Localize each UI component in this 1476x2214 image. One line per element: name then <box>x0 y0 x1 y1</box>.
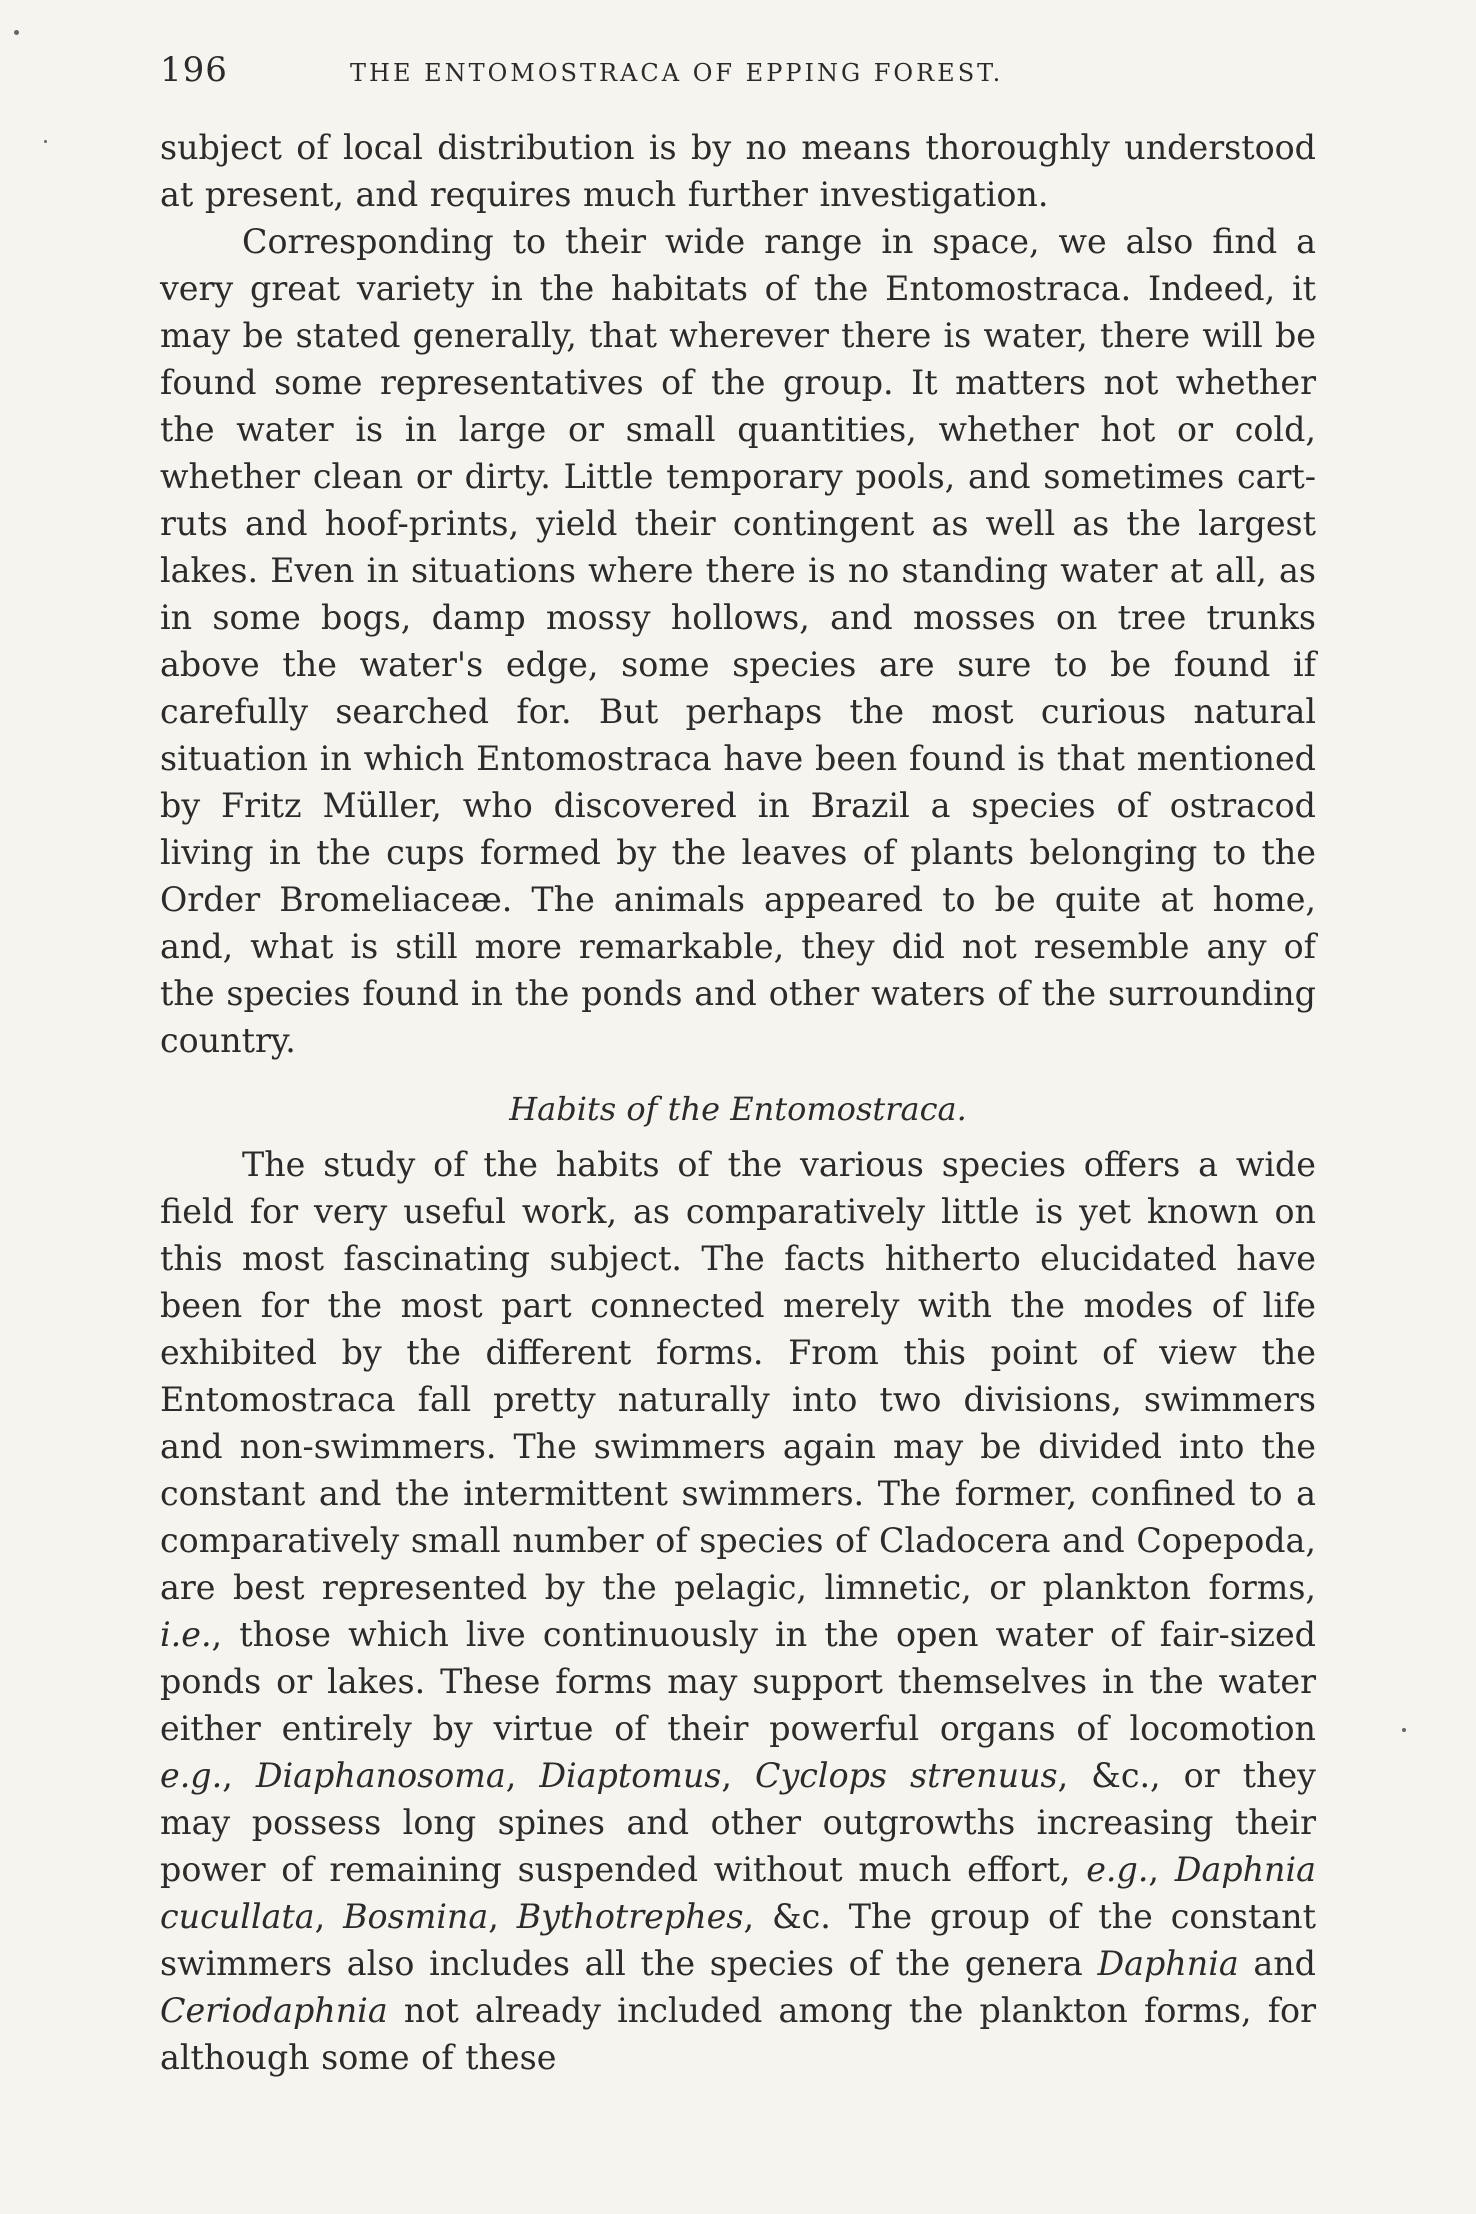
body-text <box>160 124 1316 1064</box>
paragraph <box>160 218 1316 1064</box>
text-run: , &c., or they may possess long spines and other outgrowths increasing their power of remaining suspended without much effort, <box>160 1756 1316 1889</box>
page-header <box>160 50 1316 92</box>
italic-text: Bosmina <box>343 1897 489 1936</box>
text-run: , those which live continuously in the open water of fair-sized ponds or lakes. These forms may support themselves in the water either entirely by virtue of their powerful organs of locomotion <box>160 1615 1316 1748</box>
text-run: , <box>314 1897 344 1936</box>
text-run: , &c. The group of the constant swimmers also includes all the species of the genera <box>160 1897 1317 1983</box>
paragraph <box>160 1141 1316 2081</box>
scan-speck <box>44 140 47 143</box>
scan-speck <box>14 30 19 35</box>
text-run: , <box>505 1756 540 1795</box>
section-body-text <box>160 1141 1316 2081</box>
section-heading: Habits of the Entomostraca. <box>509 1090 967 1128</box>
text-run: Corresponding to their wide range in space, we also find a very great variety in the habitats of the Entomostraca. Indeed, it may be stated generally, that wherever there is water, there will be found some representatives of the group. It matters not whether the water is in large or small quantities, whether hot or cold, whether clean or dirty. Little temporary pools, and sometimes cart-ruts and hoof-prints, yield their contingent as well as the largest lakes. Even in situations where there is no standing water at all, as in some bogs, damp mossy hollows, and mosses on tree trunks above the water's edge, some species are sure to be found if carefully searched for. But perhaps the most curious natural situation in which Entomostraca have been found is that mentioned by Fritz Müller, who discovered in Brazil a species of ostracod living in the cups formed by the leaves of plants belonging to the Order Bromeliaceæ. The animals appeared to be quite at home, and, what is still more remarkable, they did not resemble any of the species found in the ponds and other waters of the surrounding country. <box>160 222 1316 1060</box>
text-run: and <box>1238 1944 1316 1983</box>
italic-text: e.g. <box>1086 1850 1149 1889</box>
italic-text: Diaphanosoma <box>255 1756 506 1795</box>
text-run: , <box>488 1897 517 1936</box>
italic-text: e.g. <box>160 1756 223 1795</box>
text-run: The study of the habits of the various species offers a wide field for very useful work, as comparatively little is yet known on this most fascinating subject. The facts hitherto elucidated have been for the most part connected merely with the modes of life exhibited by the different forms. From this point of view the Entomostraca fall pretty naturally into two divisions, swimmers and non-swimmers. The swimmers again may be divided into the constant and the intermittent swimmers. The former, confined to a comparatively small number of species of Cladocera and Copepoda, are best represented by the pelagic, limnetic, or plankton forms, <box>160 1145 1316 1607</box>
italic-text: Daphnia cucullata <box>160 1850 1317 1936</box>
italic-text: Bythotrephes <box>516 1897 744 1936</box>
text-run: subject of local distribution is by no means thoroughly understood at present, and requires much further investigation. <box>160 128 1316 214</box>
italic-text: Ceriodaphnia <box>160 1991 388 2030</box>
running-head: THE ENTOMOSTRACA OF EPPING FOREST. <box>350 59 1004 87</box>
text-run: , <box>721 1756 755 1795</box>
italic-text: Daphnia <box>1097 1944 1239 1983</box>
text-run: , <box>222 1756 256 1795</box>
italic-text: Cyclops strenuus <box>754 1756 1058 1795</box>
page-number: 196 <box>160 50 228 90</box>
italic-text: Diaptomus <box>539 1756 722 1795</box>
text-run: not already included among the plankton forms, for although some of these <box>160 1991 1316 2077</box>
text-run: , <box>1148 1850 1175 1889</box>
italic-text: i.e. <box>160 1615 212 1654</box>
scan-speck <box>1402 1728 1406 1732</box>
paragraph <box>160 124 1316 218</box>
